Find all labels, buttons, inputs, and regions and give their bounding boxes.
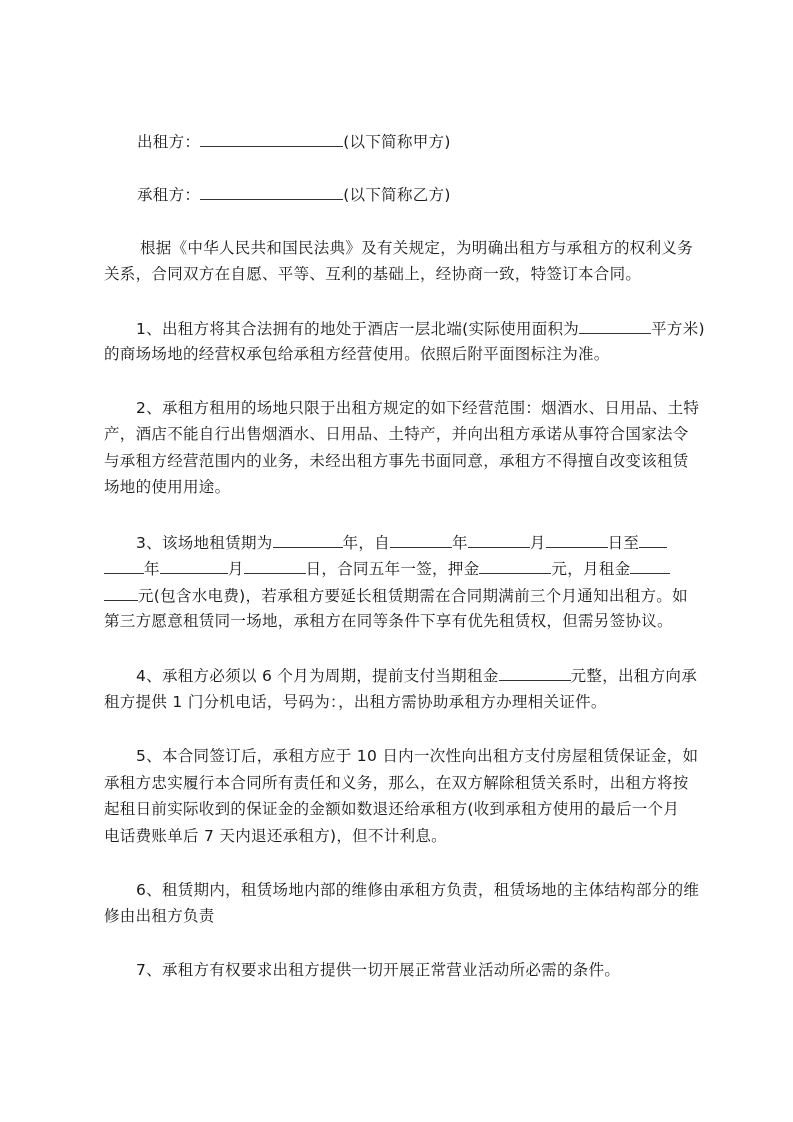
lessee-suffix: (以下简称乙方) (343, 186, 451, 204)
clause3-line-3 (104, 585, 688, 605)
clause2-line-4: 场地的使用用途。 (104, 478, 231, 496)
lessee-name-blank[interactable] (200, 184, 343, 200)
intro-line-1: 根据《中华人民共和国民法典》及有关规定，为明确出租方与承租方的权利义务 (140, 239, 694, 257)
lessor-name-blank[interactable] (200, 131, 343, 147)
lessee-line (137, 184, 451, 204)
clause3-text-h: 日，合同五年一签，押金 (305, 560, 480, 578)
clause5-line-4: 电话费账单后 7 天内退还承租方)，但不计利息。 (104, 827, 447, 845)
lessor-suffix: (以下简称甲方) (343, 133, 451, 151)
end-year-blank-part1[interactable] (639, 532, 667, 548)
clause3-text-f: 年 (144, 560, 160, 578)
rent-amount-blank[interactable] (499, 665, 571, 681)
start-year-blank[interactable] (390, 532, 452, 548)
clause3-text-i: 元，月租金 (551, 560, 631, 578)
monthly-rent-blank-part1[interactable] (630, 558, 670, 574)
deposit-blank[interactable] (479, 558, 551, 574)
clause4-line-2: 租方提供 1 门分机电话，号码为：，出租方需协助承租方办理相关证件。 (104, 693, 607, 711)
clause2-line-3: 与承租方经营范围内的业务，未经出租方事先书面同意，承租方不得擅自改变该租赁 (104, 452, 689, 470)
clause3-text-g: 月 (227, 560, 244, 578)
lessor-label: 出租方： (137, 133, 201, 151)
start-day-blank[interactable] (546, 532, 608, 548)
clause4-text-a: 4、承租方必须以 6 个月为周期，提前支付当期租金 (136, 667, 499, 685)
clause2-line-1: 2、承租方租用的场地只限于出租方规定的如下经营范围：烟酒水、日用品、土特 (136, 399, 700, 417)
clause3-text-j: 元(包含水电费)，若承租方要延长租赁期需在合同期满前三个月通知出租方。如 (138, 587, 688, 605)
clause1-text-b: 平方米) (651, 320, 705, 338)
lessor-line (137, 131, 451, 151)
clause2-line-2: 产，酒店不能自行出售烟酒水、日用品、土特产，并向出租方承诺从事符合国家法令 (104, 425, 689, 443)
clause4-line-1 (136, 665, 697, 685)
clause5-line-2: 承租方忠实履行本合同所有责任和义务，那么，在双方解除租赁关系时，出租方将按 (104, 774, 689, 792)
clause3-text-a: 3、该场地租赁期为 (136, 534, 273, 552)
clause5-line-1: 5、本合同签订后，承租方应于 10 日内一次性向出租方支付房屋租赁保证金，如 (136, 747, 699, 765)
clause3-text-d: 月 (529, 534, 546, 552)
end-day-blank[interactable] (244, 558, 306, 574)
clause1-line-2: 的商场场地的经营权承包给承租方经营使用。依照后附平面图标注为准。 (104, 345, 610, 363)
lease-years-blank[interactable] (273, 532, 343, 548)
clause7-line-1: 7、承租方有权要求出租方提供一切开展正常营业活动所必需的条件。 (136, 961, 621, 979)
clause3-text-c: 年 (451, 534, 468, 552)
clause6-line-2: 修由出租方负责 (104, 907, 215, 925)
clause3-text-e: 日至 (607, 534, 640, 552)
clause1-text-a: 1、出租方将其合法拥有的地处于酒店一层北端(实际使用面积为 (136, 320, 580, 338)
clause5-line-3: 起租日前实际收到的保证金的金额如数退还给承租方(收到承租方使用的最后一个月 (104, 800, 680, 818)
clause1-line-1 (136, 318, 705, 338)
monthly-rent-blank-part2[interactable] (104, 585, 138, 601)
clause3-line-1 (136, 532, 667, 552)
clause3-text-b: 年，自 (342, 534, 390, 552)
area-blank[interactable] (579, 318, 651, 334)
intro-line-2: 关系，合同双方在自愿、平等、互利的基础上，经协商一致，特签订本合同。 (104, 265, 642, 283)
lessee-label: 承租方： (137, 186, 201, 204)
clause3-line-4: 第三方愿意租赁同一场地，承租方在同等条件下享有优先租赁权，但需另签协议。 (104, 612, 673, 630)
start-month-blank[interactable] (468, 532, 530, 548)
end-year-blank-part2[interactable] (104, 558, 144, 574)
clause3-line-2 (104, 558, 670, 578)
end-month-blank[interactable] (160, 558, 228, 574)
clause6-line-1: 6、租赁期内，租赁场地内部的维修由承租方负责，租赁场地的主体结构部分的维 (136, 881, 700, 899)
clause4-text-b: 元整，出租方向承 (570, 667, 697, 685)
